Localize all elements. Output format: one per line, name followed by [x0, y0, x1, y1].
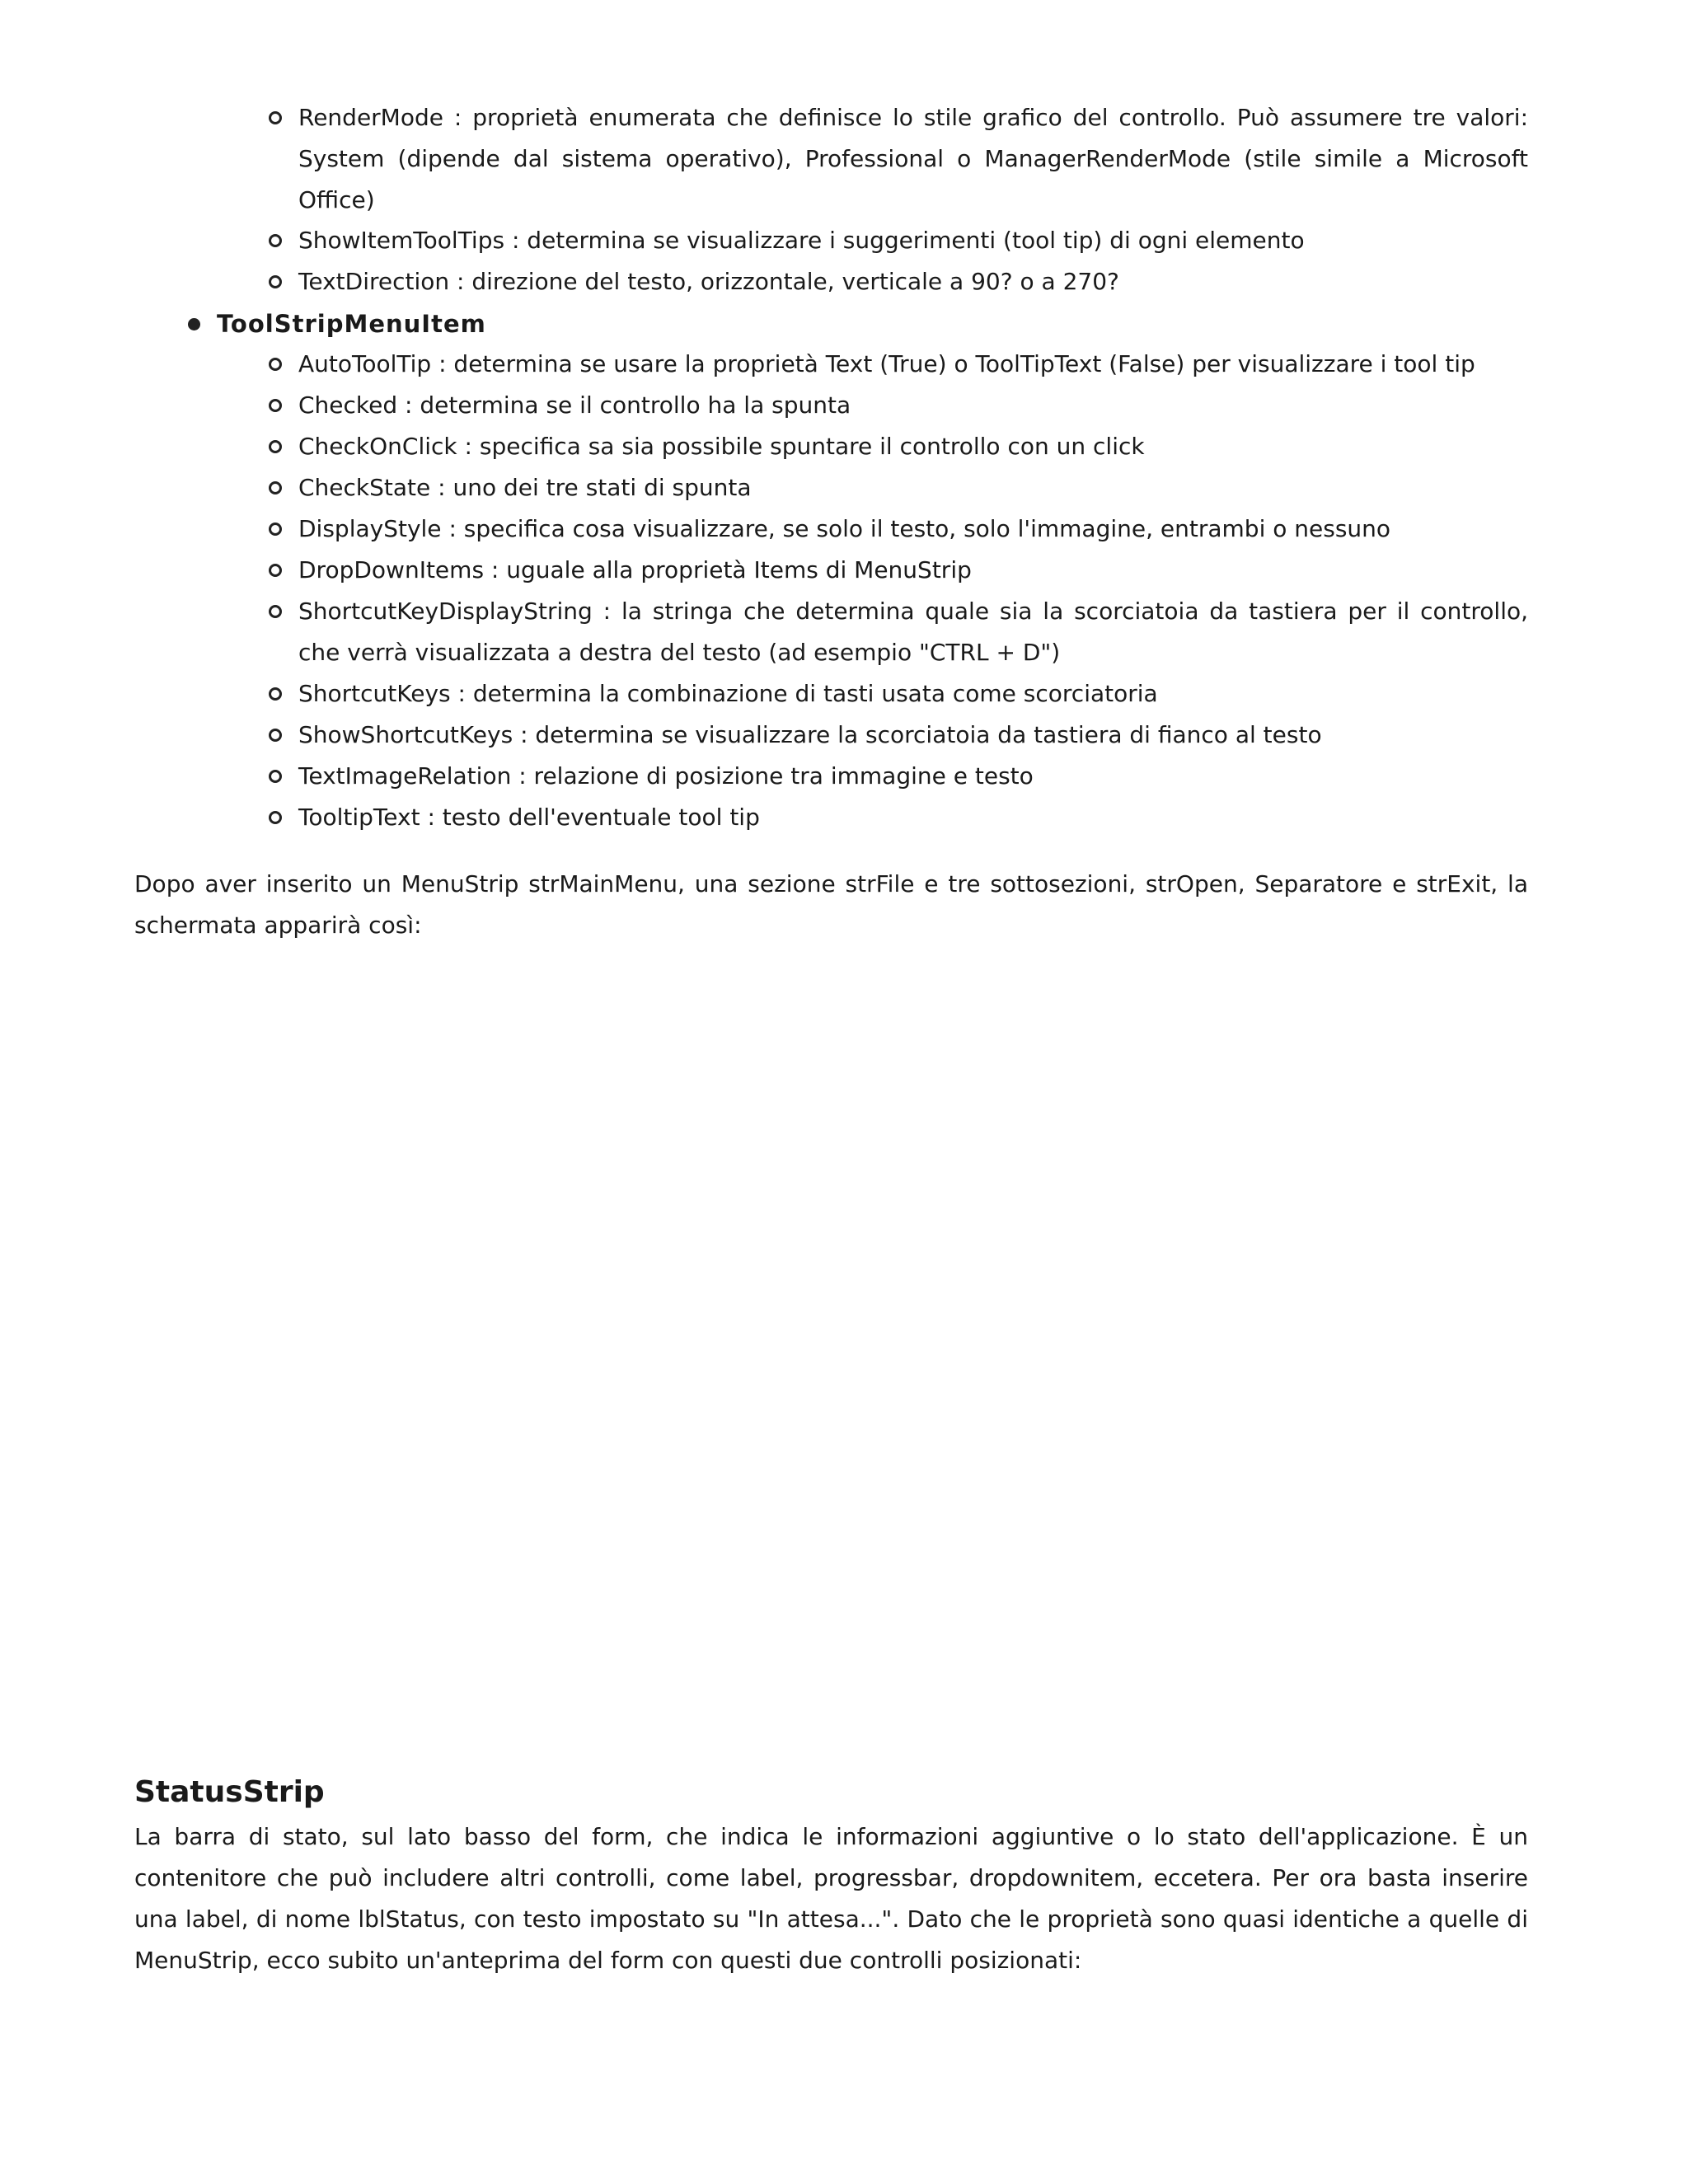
list-item: TextDirection : direzione del testo, orizzontale, verticale a 90? o a 270?: [298, 268, 1119, 295]
list-bullet-icon: [269, 770, 282, 783]
list-item: TooltipText : testo dell'eventuale tool tip: [298, 804, 760, 831]
list-item: AutoToolTip : determina se usare la proprietà Text (True) o ToolTipText (False) per visualizzare i tool tip: [298, 350, 1475, 377]
paragraph-statusstrip: La barra di stato, sul lato basso del form, che indica le informazioni aggiuntive o lo stato dell'applicazione. È un contenitore che può includere altri controlli, come label, progressbar, dropdownitem, eccetera. Per ora basta inserire una label, di nome lblStatus, con testo impostato su "In attesa...". Dato che le proprietà sono quasi identiche a quelle di MenuStrip, ecco subito un'anteprima del form con questi due controlli posizionati:: [134, 1823, 1528, 1974]
list-bullet-icon: [269, 523, 282, 536]
list-item: DisplayStyle : specifica cosa visualizzare, se solo il testo, solo l'immagine, entrambi o nessuno: [298, 515, 1391, 542]
section-label-toolstripmenuitem: ToolStripMenuItem: [217, 310, 486, 338]
list-item: ShortcutKeys : determina la combinazione di tasti usata come scorciatoria: [298, 680, 1158, 707]
list-bullet-icon: [269, 687, 282, 701]
list-bullet-icon: [269, 111, 282, 124]
list-item: CheckState : uno dei tre stati di spunta: [298, 474, 752, 501]
list-bullet-icon: [269, 481, 282, 494]
list-item: RenderMode : proprietà enumerata che definisce lo stile grafico del controllo. Può assumere tre valori: System (dipende dal sistema operativo), Professional o ManagerRenderMode (stile simile a Microsoft Office): [298, 104, 1528, 213]
list-bullet-icon: [269, 358, 282, 371]
list-item: CheckOnClick : specifica sa sia possibile spuntare il controllo con un click: [298, 433, 1145, 460]
list-bullet-icon: [269, 811, 282, 824]
list-item: DropDownItems : uguale alla proprietà Items di MenuStrip: [298, 556, 972, 583]
list-bullet-icon: [269, 729, 282, 742]
main-bullet-icon: [188, 318, 200, 330]
section-heading-statusstrip: StatusStrip: [134, 1775, 325, 1809]
list-bullet-icon: [269, 440, 282, 453]
list-item: ShowShortcutKeys : determina se visualizzare la scorciatoia da tastiera di fianco al testo: [298, 721, 1322, 748]
list-item: ShowItemToolTips : determina se visualizzare i suggerimenti (tool tip) di ogni elemento: [298, 227, 1305, 254]
list-item: ShortcutKeyDisplayString : la stringa che determina quale sia la scorciatoia da tastiera per il controllo, che verrà visualizzata a destra del testo (ad esempio "CTRL + D"): [298, 598, 1528, 666]
list-bullet-icon: [269, 275, 282, 288]
paragraph-menustrip: Dopo aver inserito un MenuStrip strMainMenu, una sezione strFile e tre sottosezioni, strOpen, Separatore e strExit, la schermata apparirà così:: [134, 870, 1528, 939]
list-bullet-icon: [269, 399, 282, 412]
menu-screenshot-area: [134, 956, 1528, 1764]
list-bullet-icon: [269, 564, 282, 577]
list-bullet-icon: [269, 234, 282, 247]
list-bullet-icon: [269, 605, 282, 618]
list-item: TextImageRelation : relazione di posizione tra immagine e testo: [298, 762, 1034, 790]
list-item: Checked : determina se il controllo ha la spunta: [298, 391, 851, 419]
